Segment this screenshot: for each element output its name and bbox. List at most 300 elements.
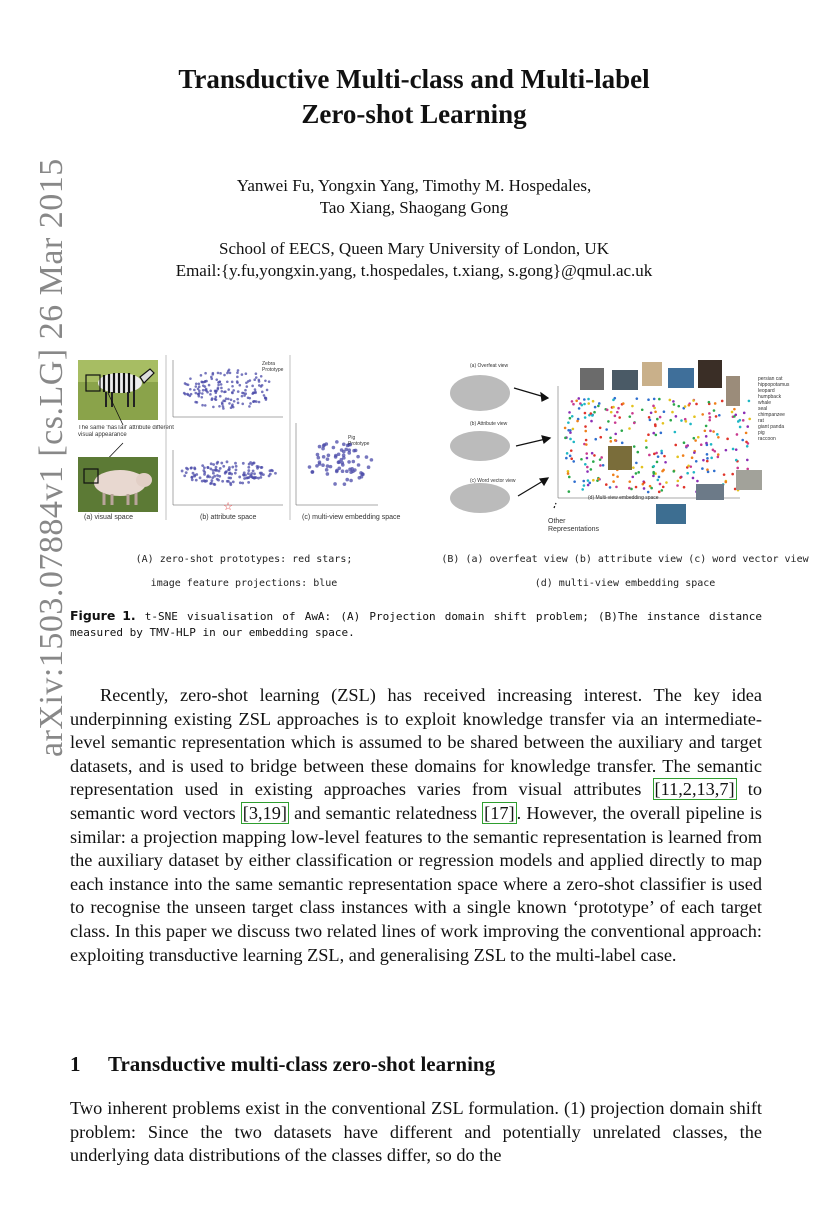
scatter-point — [316, 453, 320, 457]
embedding-point — [652, 475, 655, 478]
embedding-point — [669, 399, 672, 402]
scatter-point — [208, 475, 211, 478]
scatter-point — [185, 471, 188, 474]
label-overfeat-view: (a) Overfeat view — [470, 363, 509, 369]
scatter-point — [212, 472, 215, 475]
embedding-point — [615, 486, 618, 489]
embedding-point — [610, 411, 613, 414]
embedding-point — [592, 400, 595, 403]
scatter-point — [193, 389, 196, 392]
pig-image — [78, 457, 158, 512]
scatter-point — [237, 402, 240, 405]
figure-caption-text: t-SNE visualisation of AwA: (A) Projection domain shift problem; (B)The instance distance measured by TMV-HLP in our embedding space. — [70, 610, 762, 639]
embedding-point — [580, 404, 583, 407]
label-other-representations — [548, 518, 599, 534]
other-line-1: Other — [548, 518, 566, 525]
scatter-point — [247, 481, 250, 484]
scatter-point — [227, 388, 230, 391]
scatter-point — [247, 396, 250, 399]
scatter-point — [209, 390, 212, 393]
scatter-point — [187, 393, 190, 396]
embedding-point — [569, 438, 572, 441]
embedding-point — [685, 445, 688, 448]
embedding-point — [677, 480, 680, 483]
embedding-point — [633, 445, 636, 448]
scatter-point — [229, 471, 232, 474]
scatter-point — [327, 453, 331, 457]
embedding-point — [572, 460, 575, 463]
embedding-point — [705, 442, 708, 445]
embedding-point — [701, 413, 704, 416]
embedding-point — [718, 414, 721, 417]
embedding-point — [652, 471, 655, 474]
embedding-point — [717, 456, 720, 459]
scatter-point — [344, 448, 348, 452]
caption-panel-a — [70, 548, 418, 596]
embedding-point — [746, 459, 749, 462]
scatter-point — [268, 380, 271, 383]
scatter-point — [237, 369, 240, 372]
prototype-star: ☆ — [223, 500, 233, 513]
embedding-point — [706, 453, 709, 456]
scatter-point — [261, 384, 264, 387]
scatter-point — [262, 473, 265, 476]
scatter-point — [191, 478, 194, 481]
embedding-point — [649, 419, 652, 422]
embedding-point — [731, 473, 734, 476]
embedding-point — [567, 421, 570, 424]
embedding-point — [586, 470, 589, 473]
embedding-point — [597, 405, 600, 408]
authors — [0, 175, 828, 219]
embedding-point — [724, 481, 727, 484]
scatter-point — [343, 482, 347, 486]
embedding-point — [573, 480, 576, 483]
scatter-point — [342, 443, 346, 447]
legend-entry: giant panda — [758, 424, 785, 430]
embedding-point — [585, 452, 588, 455]
scatter-point — [221, 403, 224, 406]
scatter-point — [249, 402, 252, 405]
scatter-point — [251, 385, 254, 388]
caption-a-line-1: (A) zero-shot prototypes: red stars; — [135, 554, 353, 565]
embedding-point — [669, 419, 672, 422]
section-paragraph: Two inherent problems exist in the conventional ZSL formulation. (1) projection domain shift problem: Since the two datasets have different and potentially unrelated classes, the underlying data distributions of the classes differ, so do the — [70, 1098, 762, 1166]
authors-line-2: Tao Xiang, Shaogang Gong — [319, 198, 509, 217]
scatter-point — [247, 469, 250, 472]
embedding-point — [645, 446, 648, 449]
scatter-point — [356, 455, 360, 459]
scatter-point — [209, 393, 212, 396]
scatter-point — [255, 372, 258, 375]
embedding-point — [687, 464, 690, 467]
intro-paragraph — [70, 684, 762, 967]
zebra-image — [78, 360, 158, 420]
title-line-1: Transductive Multi-class and Multi-label — [178, 64, 650, 94]
embedding-point — [714, 402, 717, 405]
embedding-point — [587, 479, 590, 482]
scatter-point — [216, 478, 219, 481]
embedding-point — [609, 440, 612, 443]
embedding-point — [585, 439, 588, 442]
embedding-point — [679, 476, 682, 479]
legend-pig: Pig — [348, 435, 356, 441]
scatter-point — [358, 476, 362, 480]
scatter-point — [234, 462, 237, 465]
embedding-point — [746, 468, 749, 471]
embedding-point — [572, 403, 575, 406]
embedding-point — [569, 455, 572, 458]
scatter-point — [195, 385, 198, 388]
embedding-point — [695, 403, 698, 406]
scatter-point — [236, 398, 239, 401]
embedding-point — [659, 416, 662, 419]
embedding-point — [584, 430, 587, 433]
embedding-point — [735, 448, 738, 451]
embedding-point — [593, 411, 596, 414]
scatter-point — [220, 383, 223, 386]
scatter-point — [341, 469, 345, 473]
embedding-point — [641, 408, 644, 411]
embedding-point — [732, 448, 735, 451]
embedding-point — [674, 444, 677, 447]
scatter-point — [318, 445, 322, 449]
embedding-point — [734, 413, 737, 416]
embedding-point — [672, 470, 675, 473]
legend-entry: hippopotamus — [758, 382, 790, 388]
scatter-point — [353, 468, 357, 472]
scatter-point — [310, 470, 314, 474]
embedding-point — [695, 460, 698, 463]
embedding-point — [735, 459, 738, 462]
embedding-point — [745, 432, 748, 435]
embedding-point — [709, 430, 712, 433]
embedding-point — [620, 429, 623, 432]
intro-text-4: . However, the overall pipeline is similar: a projection mapping low-level features to the semantic representation is learned from the auxiliary dataset by either classification or regression models and applied directly to map each instance into the same semantic representation space where a zero-shot classifier is used to recognise the unseen target class instances with a single known ‘prototype’ of each target class. In this paper we discuss two related lines of work improving the conventional approach: exploiting transductive learning ZSL, and generalising ZSL to the multi-label case. — [70, 802, 762, 965]
embedding-point — [692, 477, 695, 480]
scatter-point — [235, 469, 238, 472]
label-multiview-space: (c) multi-view embedding space — [302, 514, 401, 521]
citation-link-3[interactable]: [17] — [484, 802, 515, 823]
legend-entry: humpback whale — [758, 394, 782, 406]
embedding-point — [745, 441, 748, 444]
embedding-point — [689, 423, 692, 426]
scatter-point — [260, 466, 263, 469]
embedding-point — [580, 458, 583, 461]
scatter-point — [201, 404, 204, 407]
embedding-point — [662, 486, 665, 489]
scatter-point — [218, 470, 221, 473]
scatter-point — [231, 381, 234, 384]
scatter-point — [200, 381, 203, 384]
scatter-point — [266, 389, 269, 392]
embedding-point — [599, 426, 602, 429]
embedding-point — [599, 464, 602, 467]
embedding-point — [684, 405, 687, 408]
section-number: 1 — [70, 1052, 81, 1076]
embedding-point — [683, 441, 686, 444]
embedding-point — [571, 415, 574, 418]
embedding-point — [588, 482, 591, 485]
embedding-point — [664, 461, 667, 464]
title-line-2: Zero-shot Learning — [301, 99, 527, 129]
embedding-point — [616, 411, 619, 414]
embedding-point — [723, 473, 726, 476]
legend-prototype: Prototype — [262, 367, 284, 373]
scatter-point — [214, 390, 217, 393]
scatter-point — [200, 374, 203, 377]
scatter-point — [219, 467, 222, 470]
scatter-point — [334, 454, 338, 458]
scatter-point — [253, 472, 256, 475]
scatter-point — [198, 383, 201, 386]
embedding-point — [599, 436, 602, 439]
scatter-point — [252, 462, 255, 465]
embedding-point — [704, 429, 707, 432]
panel-b-legend — [758, 376, 792, 442]
scatter-point — [260, 375, 263, 378]
figure-panel-a — [78, 355, 418, 530]
scatter-point — [347, 448, 351, 452]
embedding-point — [607, 420, 610, 423]
embedding-point — [647, 433, 650, 436]
scatter-point — [247, 466, 250, 469]
scatter-point — [181, 470, 184, 473]
scatter-point — [217, 384, 220, 387]
embedding-point — [686, 472, 689, 475]
embedding-point — [659, 483, 662, 486]
embedding-point — [594, 406, 597, 409]
embedding-point — [652, 432, 655, 435]
scatter-point — [326, 472, 330, 476]
embedding-point — [609, 486, 612, 489]
embedding-point — [655, 452, 658, 455]
scatter-point — [210, 462, 213, 465]
embedding-point — [662, 422, 665, 425]
embedding-point — [566, 452, 569, 455]
scatter-point — [274, 472, 277, 475]
embedding-point — [712, 430, 715, 433]
scatter-point — [258, 401, 261, 404]
embedding-point — [612, 474, 615, 477]
embedding-point — [568, 476, 571, 479]
scatter-point — [352, 449, 356, 453]
scatter-point — [183, 474, 186, 477]
embedding-point — [653, 398, 656, 401]
scatter-point — [186, 468, 189, 471]
scatter-point — [326, 457, 330, 461]
embedding-point — [568, 411, 571, 414]
embedding-point — [656, 418, 659, 421]
scatter-point — [184, 382, 187, 385]
scatter-point — [231, 466, 234, 469]
scatter-point — [221, 390, 224, 393]
scatter-point — [228, 476, 231, 479]
embedding-point — [680, 419, 683, 422]
scatter-point — [245, 477, 248, 480]
scatter-point — [208, 384, 211, 387]
scatter-point — [204, 372, 207, 375]
scatter-point — [218, 475, 221, 478]
scatter-point — [234, 472, 237, 475]
section-heading — [70, 1052, 495, 1077]
scatter-point — [197, 388, 200, 391]
scatter-point — [259, 476, 262, 479]
embedding-point — [654, 425, 657, 428]
scatter-point — [347, 460, 351, 464]
embedding-point — [616, 475, 619, 478]
scatter-point — [352, 460, 356, 464]
embedding-point — [593, 454, 596, 457]
scatter-point — [213, 483, 216, 486]
embedding-point — [631, 412, 634, 415]
scatter-point — [241, 392, 244, 395]
embedding-point — [726, 438, 729, 441]
scatter-point — [212, 463, 215, 466]
embedding-point — [605, 483, 608, 486]
embedding-point — [648, 416, 651, 419]
scatter-point — [264, 379, 267, 382]
scatter-point — [248, 405, 251, 408]
embedding-point — [706, 460, 709, 463]
scatter-point — [236, 376, 239, 379]
embedding-point — [569, 417, 572, 420]
embedding-point — [700, 443, 703, 446]
embedding-point — [628, 427, 631, 430]
embedding-point — [602, 464, 605, 467]
embedding-point — [591, 414, 594, 417]
embedding-point — [614, 397, 617, 400]
scatter-point — [223, 391, 226, 394]
scatter-point — [209, 467, 212, 470]
scatter-point — [264, 396, 267, 399]
scatter-point — [194, 392, 197, 395]
embedding-point — [671, 411, 674, 414]
embedding-point — [571, 400, 574, 403]
embedding-point — [570, 457, 573, 460]
scatter-point — [232, 389, 235, 392]
scatter-point — [256, 467, 259, 470]
embedding-point — [628, 415, 631, 418]
scatter-point — [335, 470, 339, 474]
citation-link-1[interactable]: [11,2,13,7] — [654, 779, 735, 800]
scatter-point — [333, 482, 337, 486]
embedding-point — [656, 461, 659, 464]
embedding-point — [614, 439, 617, 442]
embedding-point — [650, 487, 653, 490]
attribute-scatter-pig — [173, 450, 283, 505]
figure-panel-b — [440, 358, 790, 536]
scatter-point — [238, 384, 241, 387]
overfeat-view-blob — [450, 375, 510, 411]
scatter-point — [195, 473, 198, 476]
embedding-point — [654, 410, 657, 413]
scatter-point — [252, 391, 255, 394]
scatter-point — [248, 463, 251, 466]
label-multiview-embedding: (d) Multi-view embedding space — [588, 495, 659, 501]
embedding-point — [645, 439, 648, 442]
embedding-point — [631, 405, 634, 408]
embedding-point — [635, 462, 638, 465]
scatter-point — [242, 473, 245, 476]
embedding-point — [632, 466, 635, 469]
scatter-point — [189, 377, 192, 380]
email-line: Email:{y.fu,yongxin.yang, t.hospedales, t.xiang, s.gong}@qmul.ac.uk — [175, 261, 653, 280]
embedding-point — [660, 432, 663, 435]
embedding-point — [572, 428, 575, 431]
embedding-point — [739, 419, 742, 422]
scatter-point — [263, 394, 266, 397]
legend-entry: raccoon — [758, 436, 776, 442]
colored-points — [564, 397, 751, 493]
embedding-point — [577, 397, 580, 400]
embedding-point — [710, 443, 713, 446]
scatter-point — [322, 455, 326, 459]
arxiv-side-label: arXiv:1503.07884v1 [cs.LG] 26 Mar 2015 — [33, 158, 70, 757]
citation-link-2[interactable]: [3,19] — [242, 802, 287, 823]
embedding-point — [697, 436, 700, 439]
embedding-point — [657, 479, 660, 482]
scatter-point — [194, 468, 197, 471]
embedding-point — [617, 407, 620, 410]
scatter-point — [253, 378, 256, 381]
scatter-point — [231, 385, 234, 388]
affiliation — [0, 238, 828, 282]
embedding-point — [612, 406, 615, 409]
legend-pig-box — [348, 435, 369, 447]
scatter-point — [308, 465, 312, 469]
scatter-point — [345, 478, 349, 482]
embedding-point — [717, 453, 720, 456]
scatter-point — [232, 481, 235, 484]
embedding-point — [665, 481, 668, 484]
embedding-point — [658, 398, 661, 401]
embedding-point — [648, 454, 651, 457]
scatter-point — [214, 468, 217, 471]
caption-panel-b — [430, 548, 820, 596]
embedding-point — [576, 420, 579, 423]
embedding-point — [739, 426, 742, 429]
embedding-point — [587, 398, 590, 401]
legend-entry: chimpanzee — [758, 412, 785, 418]
caption-b-line-1: (B) (a) overfeat view (b) attribute view (c) word vector view — [441, 554, 809, 565]
embedding-point — [682, 454, 685, 457]
scatter-point — [242, 462, 245, 465]
scatter-point — [231, 403, 234, 406]
scatter-point — [238, 476, 241, 479]
scatter-point — [271, 469, 274, 472]
scatter-point — [226, 380, 229, 383]
intro-text-1: Recently, zero-shot learning (ZSL) has received increasing interest. The key idea underpinning existing ZSL approaches is to exploit knowledge transfer via an intermediate-level semantic representation which is assumed to be shared between the auxiliary and target datasets, and is used to bridge between these domains for knowledge transfer. The semantic representation used in existing approaches varies from visual attributes — [70, 685, 762, 800]
scatter-point — [244, 392, 247, 395]
scatter-point — [325, 442, 329, 446]
embedding-point — [736, 433, 739, 436]
embedding-point — [650, 411, 653, 414]
scatter-point — [230, 398, 233, 401]
scatter-point — [196, 401, 199, 404]
embedding-point — [653, 453, 656, 456]
scatter-point — [222, 407, 225, 410]
embedding-point — [586, 466, 589, 469]
embedding-point — [741, 439, 744, 442]
embedding-point — [713, 409, 716, 412]
embedding-point — [708, 401, 711, 404]
affiliation-line-1: School of EECS, Queen Mary University of London, UK — [218, 239, 609, 258]
embedding-point — [672, 400, 675, 403]
embedding-point — [572, 441, 575, 444]
embedding-point — [647, 398, 650, 401]
scatter-point — [212, 372, 215, 375]
